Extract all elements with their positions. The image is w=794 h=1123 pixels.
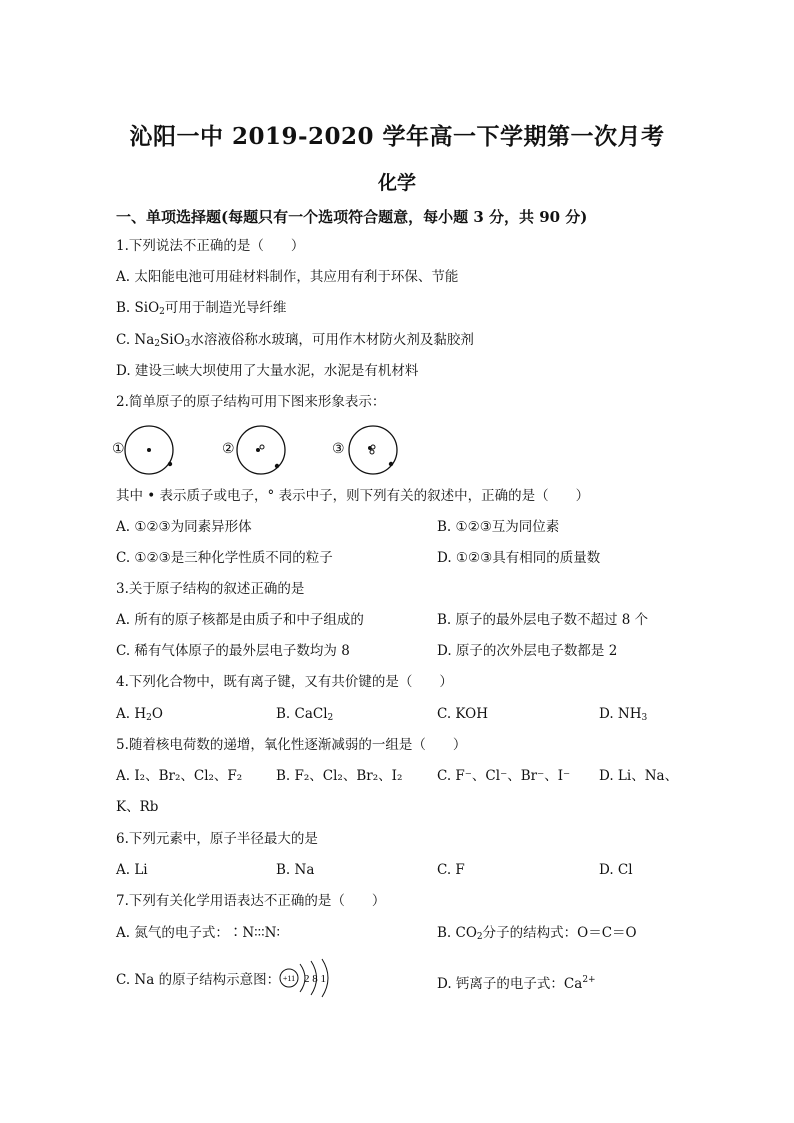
q1-option-b: B. SiO$_2$可用于制造光导纤维 [116,300,287,317]
atom-1-electron [168,462,172,466]
q6-option-b: B. Na [276,862,315,878]
q1-option-a: A. 太阳能电池可用硅材料制作，其应用有利于环保、节能 [116,269,459,285]
section-heading: 一、单项选择题(每题只有一个选项符合题意，每小题 3 分，共 90 分) [116,208,588,226]
q6-option-d: D. Cl [599,862,633,878]
atom-structure-diagrams [112,423,412,477]
q5-option-d: D. Li、Na、 [599,768,679,784]
q1-stem: 1.下列说法不正确的是（ ） [116,238,305,254]
q3-option-d: D. 原子的次外层电子数都是 2 [437,643,618,659]
na-nucleus-label: +11 [282,974,296,983]
atom-label-3: ③ [332,441,345,457]
q3-option-b: B. 原子的最外层电子数不超过 8 个 [437,612,649,628]
atom-label-1: ① [112,441,125,457]
q5-stem: 5.随着核电荷数的递增，氧化性逐渐减弱的一组是（ ） [116,737,467,753]
q7-option-d: D. 钙离子的电子式：$Ca^{2+}$ [437,975,596,992]
q5-option-a: A. I₂、Br₂、Cl₂、F₂ [116,768,243,784]
atom-3-electron [389,462,393,466]
q2-stem: 2.简单原子的原子结构可用下图来形象表示： [116,394,386,410]
q4-option-d: D. $NH_3$ [599,706,648,723]
q7-option-b: B. $CO_2$分子的结构式：O＝C＝O [437,925,637,942]
atom-3-neutron-1 [371,445,375,449]
q7-stem: 7.下列有关化学用语表达不正确的是（ ） [116,893,386,909]
q7-option-a: A. 氮气的电子式：∶N∶∶∶N∶ [116,925,281,941]
q2-option-b: B. ①②③互为同位素 [437,519,560,535]
q4-option-b: B. CaCl$_2$ [276,706,334,723]
q2-option-a: A. ①②③为同素异形体 [116,519,252,535]
atom-2-neutron [260,445,264,449]
q4-option-a: A. $H_2O$ [116,706,163,723]
na-shell-counts: 2 8 1 [304,973,326,985]
q5-option-b: B. F₂、Cl₂、Br₂、I₂ [276,768,403,784]
q3-stem: 3.关于原子结构的叙述正确的是 [116,581,305,597]
atom-3-neutron-2 [370,450,374,454]
q2-option-c: C. ①②③是三种化学性质不同的粒子 [116,550,333,566]
q6-option-c: C. F [437,862,465,878]
q5-option-d-continued: K、Rb [116,799,159,815]
na-atom-structure-diagram [276,956,338,1000]
q1-option-c: C. $Na_2SiO_3$水溶液俗称水玻璃，可用作木材防火剂及黏胶剂 [116,332,474,349]
q3-option-a: A. 所有的原子核都是由质子和中子组成的 [116,612,364,628]
exam-title: 沁阳一中 2019-2020 学年高一下学期第一次月考 [129,123,665,150]
q6-option-a: A. Li [116,862,148,878]
atom-diagrams-svg [112,423,412,477]
q4-option-c: C. KOH [437,706,488,722]
atom-2-electron [275,464,279,468]
atom-1-nucleus [147,448,151,452]
q5-option-c: C. F⁻、Cl⁻、Br⁻、I⁻ [437,768,571,784]
subject-title: 化学 [377,172,416,194]
atom-label-2: ② [222,441,235,457]
q7-option-c: C. Na 的原子结构示意图： [116,972,281,988]
q6-stem: 6.下列元素中，原子半径最大的是 [116,831,318,847]
q1-option-d: D. 建设三峡大坝使用了大量水泥，水泥是有机材料 [116,363,419,379]
q4-stem: 4.下列化合物中，既有离子键，又有共价键的是（ ） [116,674,453,690]
q2-note: 其中 • 表示质子或电子，° 表示中子，则下列有关的叙述中，正确的是（ ） [116,488,590,504]
q2-option-d: D. ①②③具有相同的质量数 [437,550,601,566]
q3-option-c: C. 稀有气体原子的最外层电子数均为 8 [116,643,350,659]
atom-2-proton [256,448,260,452]
